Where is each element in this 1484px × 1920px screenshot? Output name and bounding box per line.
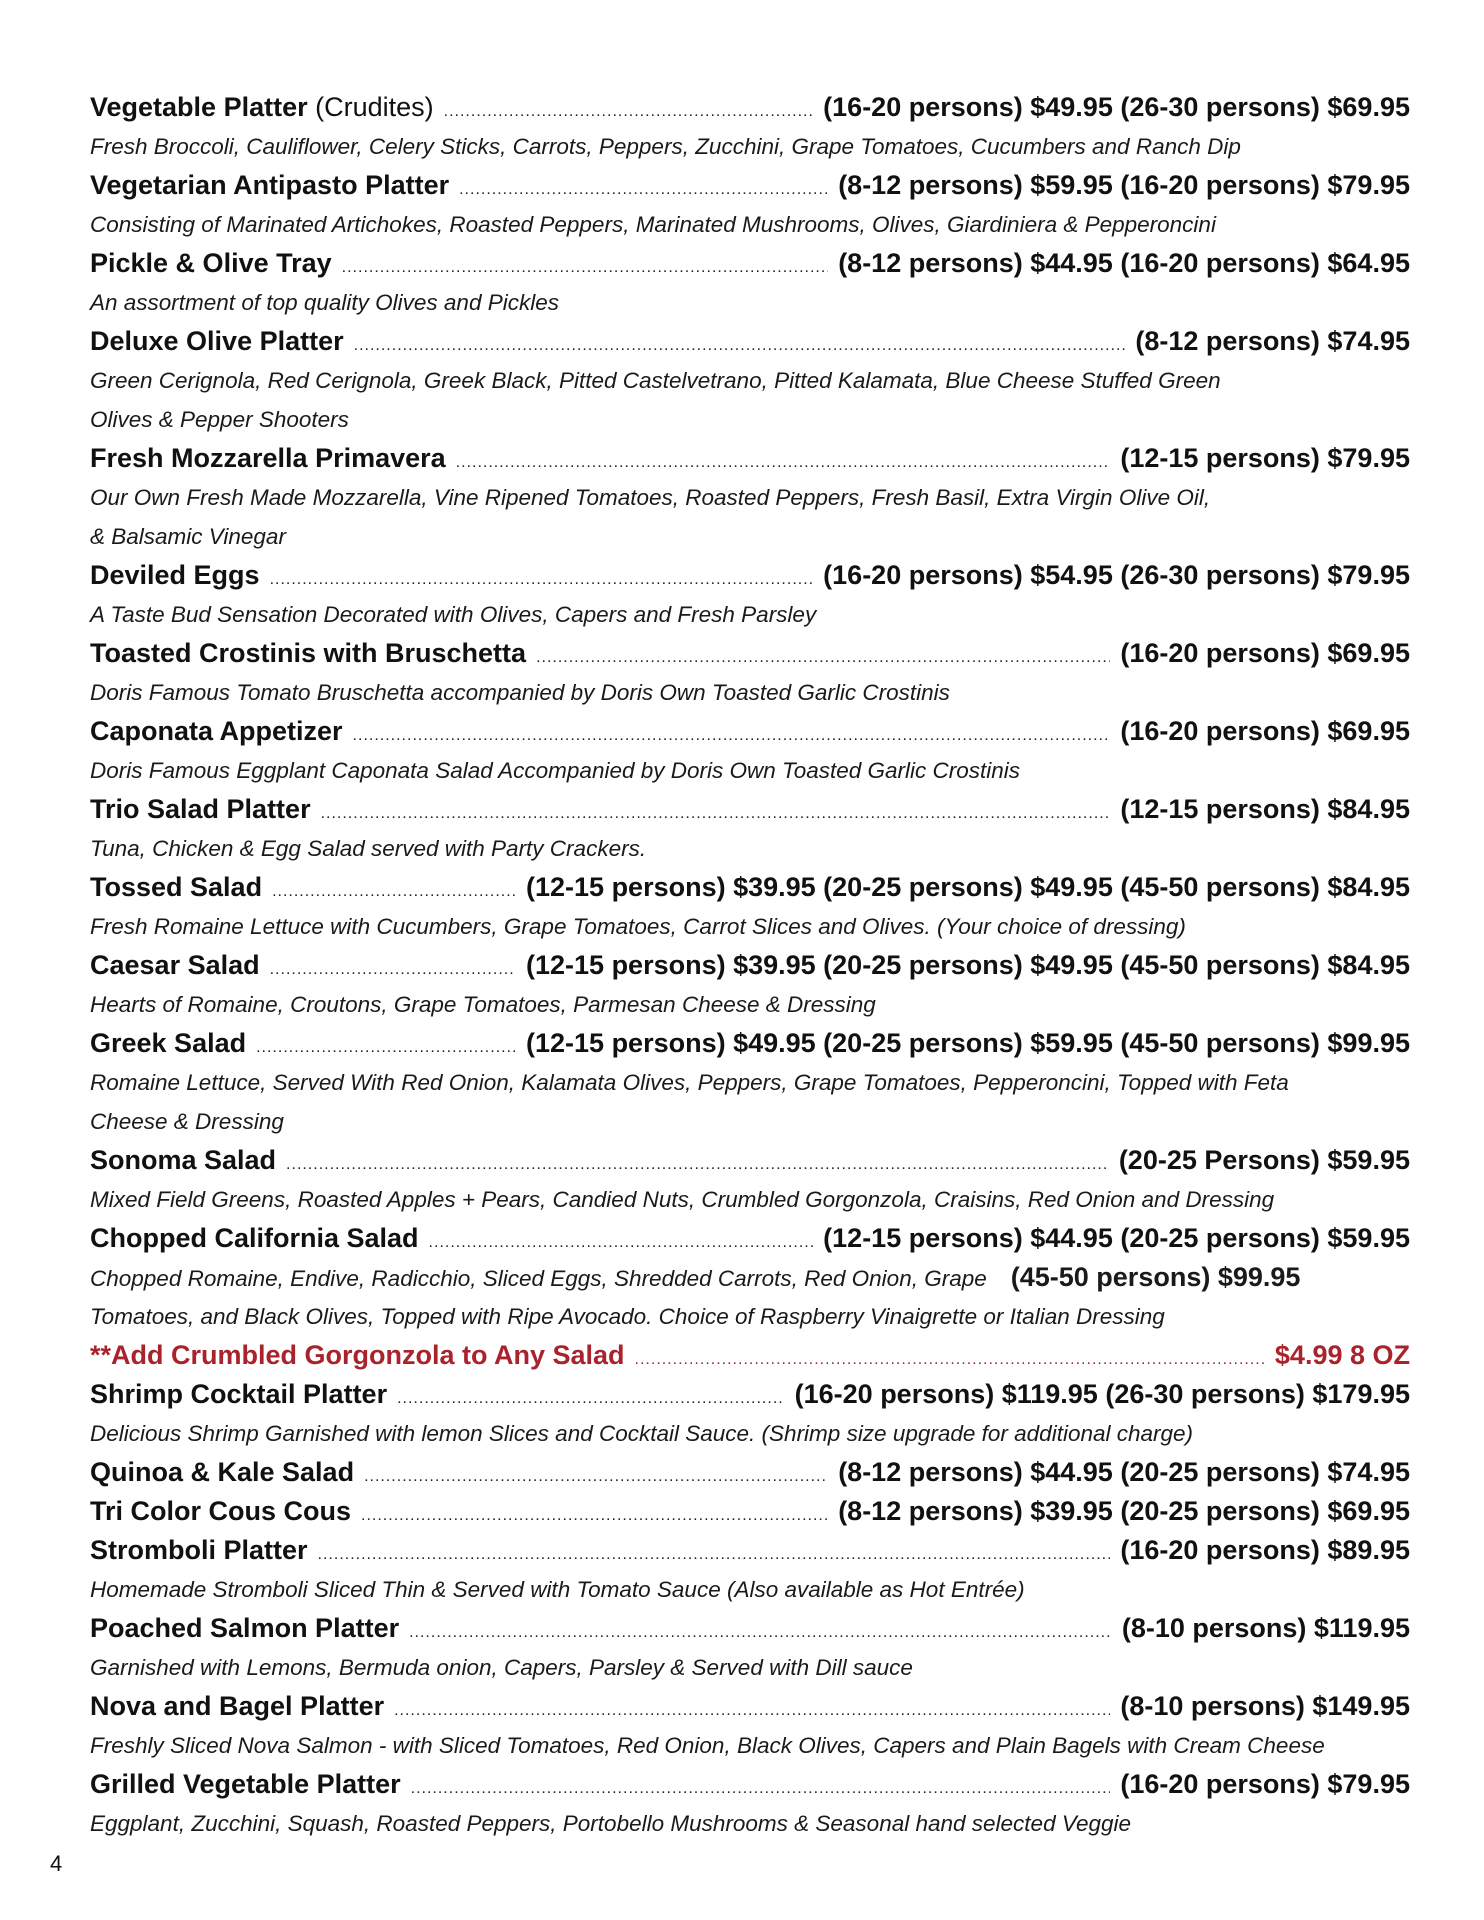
menu-item-price: (16-20 persons) $89.95: [1120, 1535, 1410, 1565]
menu-item: [90, 322, 1410, 439]
dot-leader: [272, 872, 516, 911]
menu-item-description: [90, 1063, 1410, 1102]
menu-item-description: [90, 517, 1410, 556]
dot-leader: [354, 326, 1126, 365]
description-text: Freshly Sliced Nova Salmon - with Sliced Tomatoes, Red Onion, Black Olives, Capers and Plain Bagels with Cream Cheese: [90, 1733, 1325, 1758]
menu-item-name: Chopped California Salad: [90, 1223, 419, 1253]
menu-item-header: [90, 1765, 1410, 1804]
menu-item-price: (8-10 persons) $149.95: [1120, 1691, 1410, 1721]
description-text: Tuna, Chicken & Egg Salad served with Party Crackers.: [90, 836, 647, 861]
menu-item-price: (16-20 persons) $49.95 (26-30 persons) $69.95: [823, 92, 1410, 122]
menu-item-price: (16-20 persons) $54.95 (26-30 persons) $79.95: [823, 560, 1410, 590]
description-text: An assortment of top quality Olives and Pickles: [90, 290, 559, 315]
menu-item-name: Greek Salad: [90, 1028, 247, 1058]
menu-item: [90, 946, 1410, 1024]
menu-item: [90, 1219, 1410, 1336]
dot-leader: [286, 1145, 1109, 1184]
menu-item-name: Toasted Crostinis with Bruschetta: [90, 638, 527, 668]
menu-item: [90, 1492, 1410, 1531]
dot-leader: [459, 170, 828, 209]
dot-leader: [397, 1379, 785, 1418]
description-text: Fresh Broccoli, Cauliflower, Celery Sticks, Carrots, Peppers, Zucchini, Grape Tomatoes, Cucumbers and Ranch Dip: [90, 134, 1241, 159]
dot-leader: [318, 1535, 1111, 1574]
dot-leader: [364, 1457, 828, 1496]
menu-item-price: (12-15 persons) $39.95 (20-25 persons) $49.95 (45-50 persons) $84.95: [526, 872, 1410, 902]
menu-item-name: Shrimp Cocktail Platter: [90, 1379, 388, 1409]
menu-item-description: [90, 1726, 1410, 1765]
menu-item-price: (8-12 persons) $44.95 (16-20 persons) $64.95: [838, 248, 1410, 278]
menu-item-name: Grilled Vegetable Platter: [90, 1769, 401, 1799]
menu-item-price: (16-20 persons) $79.95: [1120, 1769, 1410, 1799]
menu-item-name: Vegetable Platter: [90, 92, 308, 122]
menu-item: [90, 712, 1410, 790]
menu-item-header: [90, 1531, 1410, 1570]
menu-item-header: [90, 166, 1410, 205]
menu-item-price: (8-12 persons) $74.95: [1135, 326, 1410, 356]
menu-item: [90, 1687, 1410, 1765]
menu-item-name: Pickle & Olive Tray: [90, 248, 332, 278]
menu-item-header: [90, 790, 1410, 829]
menu-item-name: Caponata Appetizer: [90, 716, 343, 746]
menu-item-extra-price: (45-50 persons) $99.95: [1010, 1262, 1301, 1292]
menu-item-price: (8-12 persons) $44.95 (20-25 persons) $74.95: [838, 1457, 1410, 1487]
menu-item-description: [90, 1414, 1410, 1453]
menu-item-name: Quinoa & Kale Salad: [90, 1457, 355, 1487]
menu-item-header: [90, 556, 1410, 595]
menu-item-header: [90, 322, 1410, 361]
dot-leader: [321, 794, 1111, 833]
menu-item-header: [90, 712, 1410, 751]
menu-item-header: [90, 946, 1410, 985]
menu-item-price: (12-15 persons) $39.95 (20-25 persons) $49.95 (45-50 persons) $84.95: [526, 950, 1410, 980]
menu-item: [90, 790, 1410, 868]
menu-item-description: [90, 205, 1410, 244]
menu-item: [90, 1375, 1410, 1453]
menu-item-price: $4.99 8 OZ: [1274, 1340, 1410, 1370]
menu-item: [90, 166, 1410, 244]
dot-leader: [394, 1691, 1110, 1730]
menu-item: [90, 634, 1410, 712]
menu-item-name: Deviled Eggs: [90, 560, 260, 590]
menu-item-name: Tri Color Cous Cous: [90, 1496, 352, 1526]
description-text: Chopped Romaine, Endive, Radicchio, Sliced Eggs, Shredded Carrots, Red Onion, Grape: [90, 1266, 987, 1291]
description-text: Mixed Field Greens, Roasted Apples + Pears, Candied Nuts, Crumbled Gorgonzola, Craisins, Red Onion and Dressing: [90, 1187, 1275, 1212]
menu-item-description: [90, 1648, 1410, 1687]
menu-item-header: [90, 1609, 1410, 1648]
menu-item-description: [90, 361, 1410, 400]
dot-leader: [536, 638, 1110, 677]
description-text: Delicious Shrimp Garnished with lemon Slices and Cocktail Sauce. (Shrimp size upgrade for additional charge): [90, 1421, 1194, 1446]
menu-item-header: [90, 1492, 1410, 1531]
description-text: Garnished with Lemons, Bermuda onion, Capers, Parsley & Served with Dill sauce: [90, 1655, 913, 1680]
menu-item-header: [90, 868, 1410, 907]
dot-leader: [270, 950, 516, 989]
description-text: Romaine Lettuce, Served With Red Onion, Kalamata Olives, Peppers, Grape Tomatoes, Pepperoncini, Topped with Feta: [90, 1070, 1289, 1095]
menu-item: [90, 1453, 1410, 1492]
menu-item-description: [90, 907, 1410, 946]
menu-item: [90, 556, 1410, 634]
description-text: Olives & Pepper Shooters: [90, 407, 349, 432]
dot-leader: [409, 1613, 1112, 1652]
menu-item-header: [90, 1687, 1410, 1726]
menu-item-price: (16-20 persons) $69.95: [1120, 638, 1410, 668]
dot-leader: [444, 92, 814, 131]
menu-item-name: Sonoma Salad: [90, 1145, 277, 1175]
menu-item: [90, 1024, 1410, 1141]
menu-item-description: [90, 1180, 1410, 1219]
menu-item-description: [90, 1102, 1410, 1141]
menu-item-header: [90, 1453, 1410, 1492]
dot-leader: [429, 1223, 814, 1262]
description-text: Hearts of Romaine, Croutons, Grape Tomatoes, Parmesan Cheese & Dressing: [90, 992, 876, 1017]
menu-item: [90, 439, 1410, 556]
menu-item-name: Stromboli Platter: [90, 1535, 308, 1565]
menu-item-description: [90, 985, 1410, 1024]
menu-item-price: (8-12 persons) $39.95 (20-25 persons) $69.95: [838, 1496, 1410, 1526]
menu-item: [90, 244, 1410, 322]
menu-item-price: (8-12 persons) $59.95 (16-20 persons) $79.95: [838, 170, 1410, 200]
description-text: Green Cerignola, Red Cerignola, Greek Black, Pitted Castelvetrano, Pitted Kalamata, Blue Cheese Stuffed Green: [90, 368, 1221, 393]
menu-item-description: [90, 751, 1410, 790]
menu-item-description: [90, 673, 1410, 712]
menu-item-description: [90, 1804, 1410, 1843]
description-text: A Taste Bud Sensation Decorated with Olives, Capers and Fresh Parsley: [90, 602, 817, 627]
menu-item-name: **Add Crumbled Gorgonzola to Any Salad: [90, 1340, 625, 1370]
menu-item-name: Vegetarian Antipasto Platter: [90, 170, 450, 200]
menu-item: [90, 1609, 1410, 1687]
menu-item: [90, 1765, 1410, 1843]
menu-item-description: [90, 1258, 1410, 1297]
description-text: Doris Famous Eggplant Caponata Salad Accompanied by Doris Own Toasted Garlic Crostinis: [90, 758, 1021, 783]
menu-item-description: [90, 595, 1410, 634]
menu-item: [90, 88, 1410, 166]
dot-leader: [270, 560, 814, 599]
menu-item-header: [90, 1219, 1410, 1258]
dot-leader: [256, 1028, 516, 1067]
page-number: 4: [50, 1851, 63, 1876]
dot-leader: [342, 248, 829, 287]
menu-list: [90, 88, 1410, 1843]
menu-item-header: [90, 244, 1410, 283]
menu-item-name: Caesar Salad: [90, 950, 260, 980]
menu-item-header: [90, 439, 1410, 478]
description-text: Consisting of Marinated Artichokes, Roasted Peppers, Marinated Mushrooms, Olives, Giardiniera & Pepperoncini: [90, 212, 1216, 237]
menu-item-header: [90, 88, 1410, 127]
description-text: Cheese & Dressing: [90, 1109, 284, 1134]
description-text: Eggplant, Zucchini, Squash, Roasted Peppers, Portobello Mushrooms & Seasonal hand selected Veggie: [90, 1811, 1132, 1836]
menu-item-description: [90, 127, 1410, 166]
menu-item-description: [90, 400, 1410, 439]
menu-item-price: (16-20 persons) $119.95 (26-30 persons) $179.95: [794, 1379, 1410, 1409]
menu-item-price: (16-20 persons) $69.95: [1120, 716, 1410, 746]
menu-item-description: [90, 1570, 1410, 1609]
description-text: Our Own Fresh Made Mozzarella, Vine Ripened Tomatoes, Roasted Peppers, Fresh Basil, Extra Virgin Olive Oil,: [90, 485, 1211, 510]
menu-item-name: Deluxe Olive Platter: [90, 326, 344, 356]
menu-item-price: (12-15 persons) $44.95 (20-25 persons) $59.95: [823, 1223, 1410, 1253]
menu-item-description: [90, 283, 1410, 322]
menu-item-subtitle: (Crudites): [307, 92, 434, 122]
description-text: & Balsamic Vinegar: [90, 524, 286, 549]
menu-item-name: Poached Salmon Platter: [90, 1613, 400, 1643]
menu-item-name: Fresh Mozzarella Primavera: [90, 443, 446, 473]
menu-item-header: [90, 634, 1410, 673]
menu-item-header: [90, 1024, 1410, 1063]
menu-item-price: (8-10 persons) $119.95: [1121, 1613, 1410, 1643]
menu-item: [90, 868, 1410, 946]
dot-leader: [456, 443, 1111, 482]
menu-item-price: (12-15 persons) $49.95 (20-25 persons) $59.95 (45-50 persons) $99.95: [526, 1028, 1410, 1058]
menu-item-name: Nova and Bagel Platter: [90, 1691, 385, 1721]
menu-item-price: (20-25 Persons) $59.95: [1118, 1145, 1410, 1175]
description-text: Doris Famous Tomato Bruschetta accompanied by Doris Own Toasted Garlic Crostinis: [90, 680, 950, 705]
menu-item: [90, 1141, 1410, 1219]
menu-item: [90, 1531, 1410, 1609]
menu-item-description: [90, 1297, 1410, 1336]
menu-item-name: Tossed Salad: [90, 872, 263, 902]
description-text: Homemade Stromboli Sliced Thin & Served with Tomato Sauce (Also available as Hot Entrée): [90, 1577, 1025, 1602]
menu-item-header: [90, 1336, 1410, 1375]
description-text: Fresh Romaine Lettuce with Cucumbers, Grape Tomatoes, Carrot Slices and Olives. (Your choice of dressing): [90, 914, 1186, 939]
menu-item-header: [90, 1375, 1410, 1414]
dot-leader: [353, 716, 1111, 755]
menu-item-description: [90, 829, 1410, 868]
menu-item-description: [90, 478, 1410, 517]
dot-leader: [361, 1496, 828, 1535]
dot-leader: [635, 1340, 1265, 1379]
menu-item-name: Trio Salad Platter: [90, 794, 311, 824]
description-text: Tomatoes, and Black Olives, Topped with Ripe Avocado. Choice of Raspberry Vinaigrette or Italian Dressing: [90, 1304, 1165, 1329]
dot-leader: [411, 1769, 1111, 1808]
menu-item-price: (12-15 persons) $84.95: [1120, 794, 1410, 824]
menu-item-price: (12-15 persons) $79.95: [1120, 443, 1410, 473]
menu-item: [90, 1336, 1410, 1375]
menu-item-header: [90, 1141, 1410, 1180]
